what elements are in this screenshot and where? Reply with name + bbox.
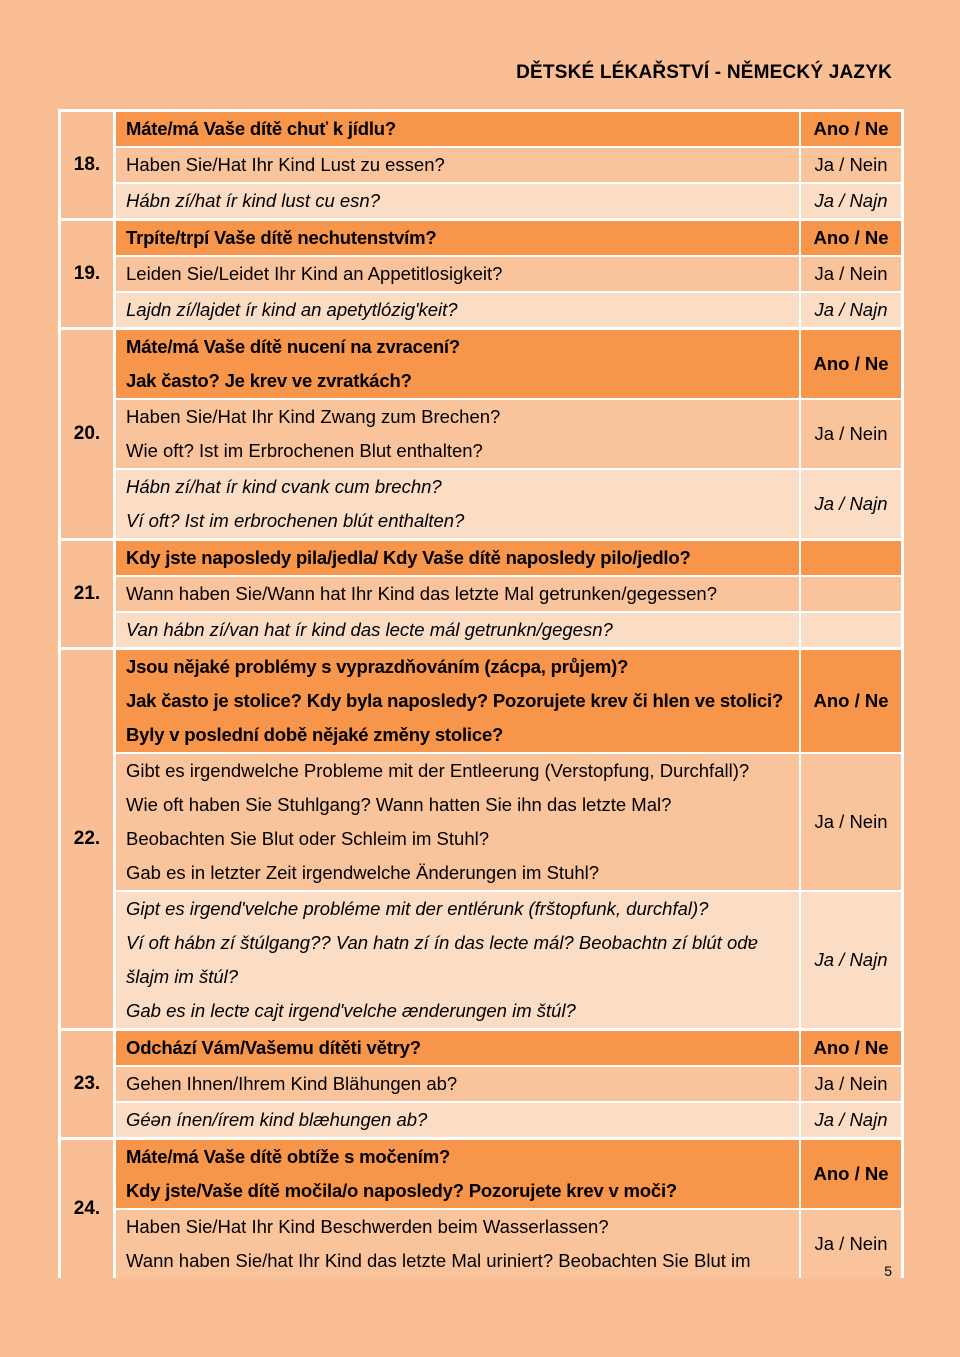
question-row-de [116,148,901,184]
question-block [61,541,901,650]
question-number: 21. [61,541,116,647]
question-line: Ví oft hábn zí štúlgang?? Van hatn zí ín das lecte mál? Beobachtn zí blút odɐ [126,932,758,953]
question-line: Haben Sie/Hat Ihr Kind Zwang zum Brechen? [126,406,501,427]
answer-options [799,577,901,611]
question-text [116,257,799,291]
answer-options: Ja / Nein [799,1067,901,1101]
question-text [116,400,799,468]
question-line: Wann haben Sie/Wann hat Ihr Kind das letzte Mal getrunken/gegessen? [126,583,717,604]
answer-options [799,613,901,647]
question-number: 19. [61,221,116,327]
question-number: 23. [61,1031,116,1137]
question-content [116,330,901,538]
question-number: 18. [61,112,116,218]
question-row-cz [116,1031,901,1067]
question-text [116,184,799,218]
question-line: Hábn zí/hat ír kind lust cu esn? [126,190,380,211]
answer-options: Ja / Nein [799,400,901,468]
question-line: šlajm im štúl? [126,966,239,987]
question-line: Lajdn zí/lajdet ír kind an apetytlózig'keit? [126,299,458,320]
question-text [116,293,799,327]
answer-options: Ja / Najn [799,892,901,1028]
question-line: Kdy jste naposledy pila/jedla/ Kdy Vaše dítě naposledy pilo/jedlo? [126,547,691,568]
question-number: 24. [61,1140,116,1278]
answer-options: Ja / Najn [799,184,901,218]
answer-options: Ano / Ne [799,650,901,752]
answer-options: Ano / Ne [799,330,901,398]
question-text [116,541,799,575]
answer-options: Ja / Najn [799,293,901,327]
question-text [116,330,799,398]
question-line: Wann haben Sie/hat Ihr Kind das letzte Mal uriniert? Beobachten Sie Blut im [126,1250,751,1271]
answer-options: Ja / Nein [799,1210,901,1278]
question-line: Leiden Sie/Leidet Ihr Kind an Appetitlosigkeit? [126,263,503,284]
question-row-de [116,754,901,892]
question-text [116,148,799,182]
question-text [116,1140,799,1208]
question-text [116,1103,799,1137]
question-row-ph [116,1103,901,1137]
question-number: 20. [61,330,116,538]
question-content [116,1031,901,1137]
question-content [116,650,901,1028]
question-line: Jak často? Je krev ve zvratkách? [126,370,412,391]
question-row-ph [116,293,901,327]
answer-options: Ja / Najn [799,470,901,538]
question-row-ph [116,892,901,1028]
question-line: Van hábn zí/van hat ír kind das lecte mál getrunkn/gegesn? [126,619,613,640]
question-text [116,112,799,146]
question-row-ph [116,470,901,538]
question-line: Gehen Ihnen/Ihrem Kind Blähungen ab? [126,1073,458,1094]
question-row-cz [116,541,901,577]
question-line: Ví oft? Ist im erbrochenen blút enthalten? [126,510,465,531]
question-line: Máte/má Vaše dítě obtíže s močením? [126,1146,451,1167]
question-row-cz [116,221,901,257]
question-text [116,613,799,647]
question-number: 22. [61,650,116,1028]
question-block [61,1031,901,1140]
question-line: Gibt es irgendwelche Probleme mit der Entleerung (Verstopfung, Durchfall)? [126,760,750,781]
question-block [61,221,901,330]
question-line: Beobachten Sie Blut oder Schleim im Stuhl? [126,828,490,849]
question-line: Gab es in letzter Zeit irgendwelche Änderungen im Stuhl? [126,862,600,883]
question-row-cz [116,112,901,148]
question-block [61,112,901,221]
question-line: Trpíte/trpí Vaše dítě nechutenstvím? [126,227,437,248]
question-line: Gab es in lectɐ cajt irgend'velche ænderungen im štúl? [126,1000,576,1021]
question-line: Kdy jste/Vaše dítě močila/o naposledy? Pozorujete krev v moči? [126,1180,678,1201]
question-row-cz [116,330,901,400]
question-row-ph [116,184,901,218]
question-content [116,112,901,218]
question-line: Haben Sie/Hat Ihr Kind Lust zu essen? [126,154,445,175]
question-row-de [116,577,901,613]
question-text [116,1031,799,1065]
question-line: Jsou nějaké problémy s vyprazdňováním (zácpa, průjem)? [126,656,629,677]
answer-options: Ano / Ne [799,1031,901,1065]
answer-options: Ano / Ne [799,112,901,146]
question-text [116,650,799,752]
question-line: Gipt es irgend'velche probléme mit der entlérunk (frštopfunk, durchfal)? [126,898,709,919]
question-block [61,650,901,1031]
question-row-ph [116,613,901,647]
question-line: Máte/má Vaše dítě nucení na zvracení? [126,336,460,357]
question-content [116,541,901,647]
question-text [116,1210,799,1278]
question-row-de [116,1210,901,1278]
document-header: DĚTSKÉ LÉKAŘSTVÍ - NĚMECKÝ JAZYK [516,62,892,83]
question-block [61,330,901,541]
answer-options: Ja / Nein [799,257,901,291]
question-text [116,221,799,255]
question-line: Wie oft haben Sie Stuhlgang? Wann hatten Sie ihn das letzte Mal? [126,794,672,815]
question-line: Odchází Vám/Vašemu dítěti větry? [126,1037,421,1058]
answer-options: Ja / Nein [799,148,901,182]
question-line: Géən ínen/írem kind blæhungen ab? [126,1109,428,1130]
question-row-de [116,257,901,293]
question-line: Hábn zí/hat ír kind cvank cum brechn? [126,476,442,497]
answer-options: Ano / Ne [799,1140,901,1208]
question-row-de [116,1067,901,1103]
question-row-de [116,400,901,470]
answer-options: Ja / Najn [799,1103,901,1137]
question-line: Máte/má Vaše dítě chuť k jídlu? [126,118,396,139]
question-text [116,892,799,1028]
answer-options: Ano / Ne [799,221,901,255]
answer-options [799,541,901,575]
questionnaire-table [58,109,904,1278]
question-content [116,1140,901,1278]
question-content [116,221,901,327]
question-line: Byly v poslední době nějaké změny stolice? [126,724,504,745]
answer-options: Ja / Nein [799,754,901,890]
page-number: 5 [884,1263,892,1279]
question-row-cz [116,650,901,754]
question-line: Haben Sie/Hat Ihr Kind Beschwerden beim Wasserlassen? [126,1216,609,1237]
question-line: Jak často je stolice? Kdy byla naposledy? Pozorujete krev či hlen ve stolici? [126,690,784,711]
question-text [116,1067,799,1101]
question-block [61,1140,901,1278]
question-row-cz [116,1140,901,1210]
question-text [116,577,799,611]
question-line: Wie oft? Ist im Erbrochenen Blut enthalten? [126,440,483,461]
question-text [116,470,799,538]
question-text [116,754,799,890]
